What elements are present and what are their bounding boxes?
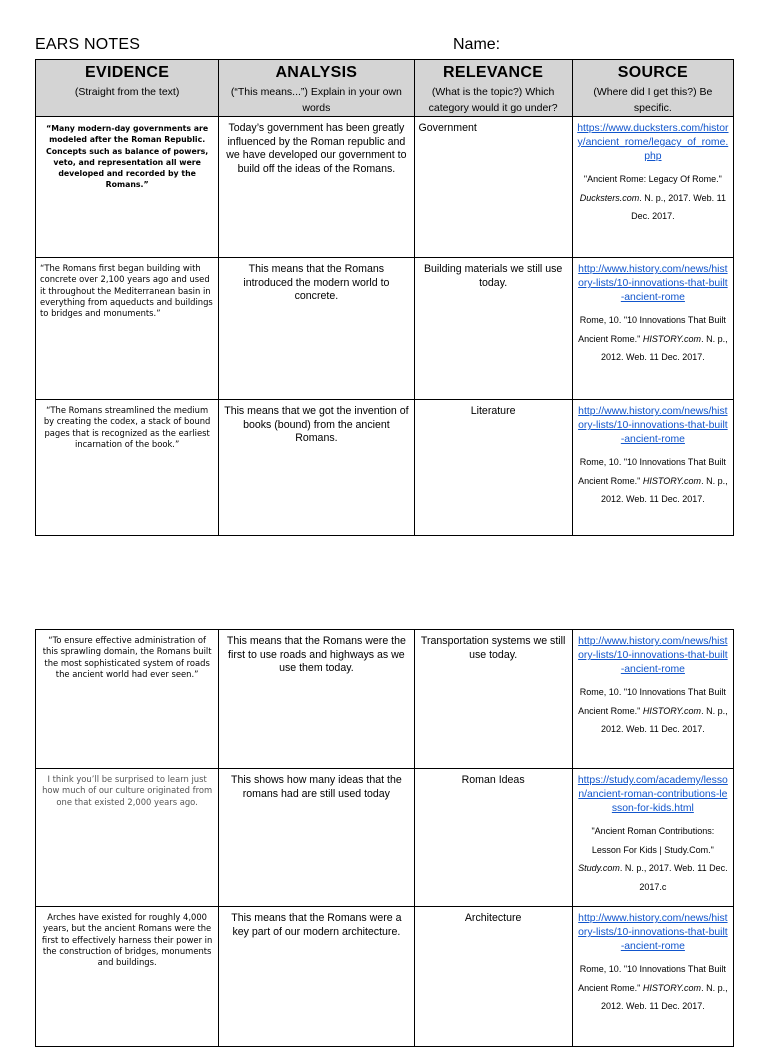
- relevance-cell: Building materials we still use today.: [414, 258, 572, 400]
- source-citation: Rome, 10. "10 Innovations That Built Ancient Rome." HISTORY.com. N. p., 2012. Web. 11 Dec. 2017.: [578, 315, 728, 362]
- column-header-analysis: [219, 60, 414, 117]
- evidence-cell: Arches have existed for roughly 4,000 years, but the ancient Romans were the first to effectively harness their power in the construction of bridges, monuments and buildings.: [36, 907, 219, 1047]
- ears-notes-table-page-2: [35, 629, 734, 1047]
- column-header-relevance: [414, 60, 572, 117]
- evidence-cell: “The Romans streamlined the medium by creating the codex, a stack of bound pages that is recognized as the earliest incarnation of the book.”: [36, 400, 219, 536]
- column-title: SOURCE: [617, 64, 688, 81]
- column-header-evidence: [36, 60, 219, 117]
- relevance-cell: Roman Ideas: [414, 769, 572, 907]
- table-row: [36, 117, 734, 258]
- table-row: [36, 769, 734, 907]
- column-title: EVIDENCE: [85, 64, 170, 81]
- source-citation: Rome, 10. "10 Innovations That Built Ancient Rome." HISTORY.com. N. p., 2012. Web. 11 Dec. 2017.: [578, 964, 728, 1011]
- analysis-cell: Today’s government has been greatly influenced by the Roman republic and we have developed our government to build off the ideas of the Romans.: [219, 117, 414, 258]
- source-cell: [572, 258, 733, 400]
- source-link[interactable]: https://www.ducksters.com/history/ancient_rome/legacy_of_rome.php: [577, 123, 729, 162]
- relevance-cell: Government: [414, 117, 572, 258]
- source-citation: Rome, 10. "10 Innovations That Built Ancient Rome." HISTORY.com. N. p., 2012. Web. 11 Dec. 2017.: [578, 457, 728, 504]
- evidence-cell: “To ensure effective administration of this sprawling domain, the Romans built the most sophisticated system of roads the ancient world had ever seen.”: [36, 630, 219, 769]
- source-cell: [572, 769, 733, 907]
- table-row: [36, 400, 734, 536]
- table-header-row: [36, 60, 734, 117]
- source-cell: [572, 400, 733, 536]
- source-cell: [572, 117, 733, 258]
- source-citation: "Ancient Rome: Legacy Of Rome." Ducksters.com. N. p., 2017. Web. 11 Dec. 2017.: [579, 174, 726, 221]
- source-link[interactable]: http://www.history.com/news/history-lists/10-innovations-that-built-ancient-rome: [578, 913, 728, 952]
- evidence-cell: “The Romans first began building with concrete over 2,100 years ago and used it throughout the Mediterranean basin in everything from aqueducts and buildings to bridges and monuments.”: [36, 258, 219, 400]
- table-row: [36, 630, 734, 769]
- ears-notes-table-page-1: [35, 59, 734, 536]
- source-cell: [572, 907, 733, 1047]
- source-link[interactable]: http://www.history.com/news/history-lists/10-innovations-that-built-ancient-rome: [578, 264, 728, 303]
- analysis-cell: This means that the Romans were a key part of our modern architecture.: [219, 907, 414, 1047]
- column-subtitle: (What is the topic?) Which category would it go under?: [428, 86, 558, 114]
- relevance-cell: Transportation systems we still use today.: [414, 630, 572, 769]
- source-link[interactable]: http://www.history.com/news/history-lists/10-innovations-that-built-ancient-rome: [578, 636, 728, 675]
- column-subtitle: (Where did I get this?) Be specific.: [593, 86, 713, 114]
- source-citation: "Ancient Roman Contributions: Lesson For Kids | Study.Com." Study.com. N. p., 2017. Web. 11 Dec. 2017.c: [578, 826, 728, 892]
- column-title: ANALYSIS: [275, 64, 358, 81]
- analysis-cell: This shows how many ideas that the romans had are still used today: [219, 769, 414, 907]
- analysis-cell: This means that the Romans were the first to use roads and highways as we use them today.: [219, 630, 414, 769]
- table-row: [36, 907, 734, 1047]
- source-citation: Rome, 10. "10 Innovations That Built Ancient Rome." HISTORY.com. N. p., 2012. Web. 11 Dec. 2017.: [578, 687, 728, 734]
- relevance-cell: Architecture: [414, 907, 572, 1047]
- evidence-cell: I think you’ll be surprised to learn just how much of our culture originated from one that existed 2,000 years ago.: [36, 769, 219, 907]
- source-link[interactable]: http://www.history.com/news/history-lists/10-innovations-that-built-ancient-rome: [578, 406, 728, 445]
- column-header-source: [572, 60, 733, 117]
- column-title: RELEVANCE: [443, 64, 544, 81]
- source-link[interactable]: https://study.com/academy/lesson/ancient-roman-contributions-lesson-for-kids.html: [577, 775, 728, 814]
- table-row: [36, 258, 734, 400]
- name-label: Name:: [453, 36, 501, 53]
- column-subtitle: (Straight from the text): [74, 86, 180, 98]
- analysis-cell: This means that we got the invention of books (bound) from the ancient Romans.: [219, 400, 414, 536]
- relevance-cell: Literature: [414, 400, 572, 536]
- analysis-cell: This means that the Romans introduced the modern world to concrete.: [219, 258, 414, 400]
- column-subtitle: (“This means...”) Explain in your own words: [230, 86, 402, 114]
- evidence-cell: “Many modern-day governments are modeled after the Roman Republic. Concepts such as balance of powers, veto, and representation all were developed and recorded by the Romans.”: [36, 117, 219, 258]
- source-cell: [572, 630, 733, 769]
- page-title: EARS NOTES: [35, 36, 141, 53]
